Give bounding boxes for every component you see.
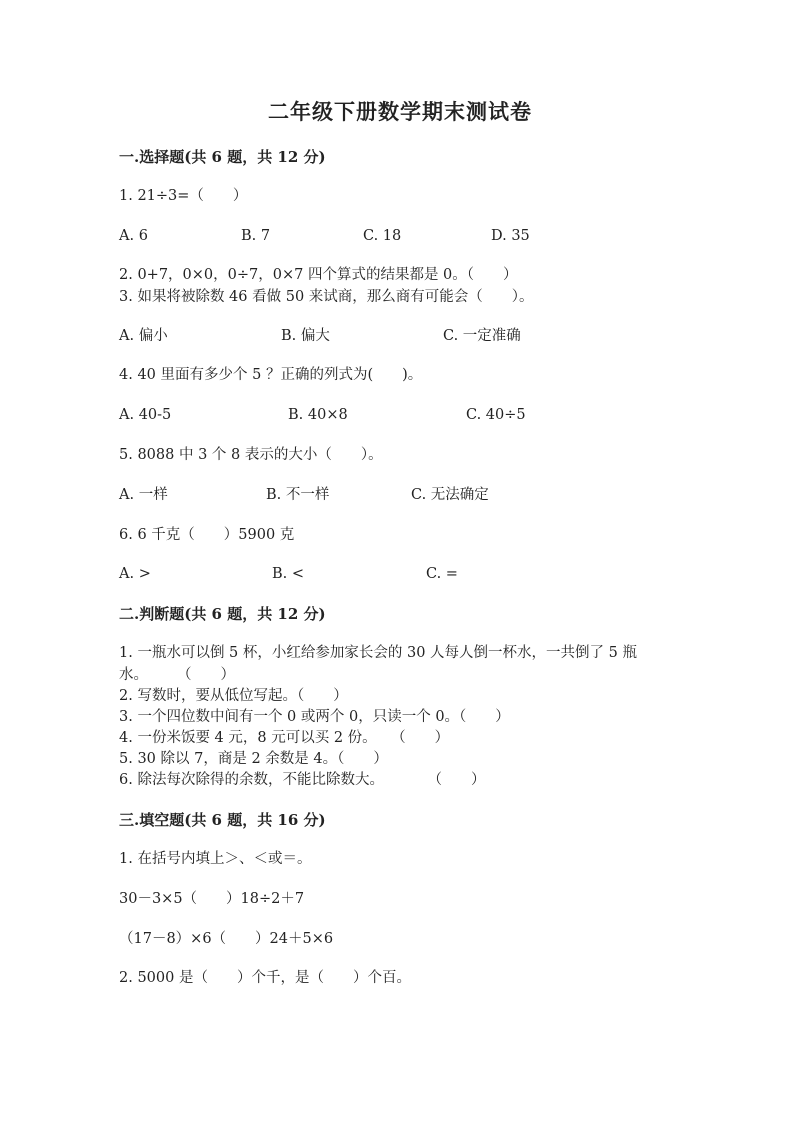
question-text: 30－3×5（ ）18÷2＋7 — [119, 891, 305, 907]
option-b: B. 40×8 — [288, 407, 348, 423]
question-text-continued: 水。 （ ） — [119, 667, 235, 683]
option-a: A. 偏小 — [119, 328, 168, 344]
question-text: 2. 写数时，要从低位写起。（ ） — [119, 688, 348, 704]
option-d: D. 35 — [491, 228, 530, 244]
question-text: 2. 0+7，0×0，0÷7，0×7 四个算式的结果都是 0。（ ） — [119, 267, 518, 283]
exam-title: 二年级下册数学期末测试卷 — [268, 99, 532, 124]
option-c: C. = — [426, 566, 458, 582]
option-a: A. 一样 — [119, 487, 168, 503]
question-text: 1. 在括号内填上＞、＜或＝。 — [119, 851, 312, 867]
option-c: C. 无法确定 — [411, 487, 489, 503]
question-text: 2. 5000 是（ ）个千，是（ ）个百。 — [119, 970, 411, 986]
option-a: A. 6 — [119, 228, 148, 244]
question-text: 1. 一瓶水可以倒 5 杯，小红给参加家长会的 30 人每人倒一杯水，一共倒了 5 瓶 — [119, 645, 637, 661]
option-a: A. > — [119, 566, 151, 582]
option-b: B. 7 — [241, 228, 271, 244]
option-c: C. 18 — [363, 228, 402, 244]
question-text: 5. 8088 中 3 个 8 表示的大小（ ）。 — [119, 447, 383, 463]
section-heading-judgement: 二.判断题(共 6 题，共 12 分) — [119, 605, 326, 623]
question-text: 3. 如果将被除数 46 看做 50 来试商，那么商有可能会（ ）。 — [119, 289, 534, 305]
option-c: C. 40÷5 — [466, 407, 526, 423]
question-text: 4. 一份米饭要 4 元，8 元可以买 2 份。 （ ） — [119, 730, 450, 746]
option-a: A. 40-5 — [119, 407, 172, 423]
question-text: （17－8）×6（ ）24＋5×6 — [119, 931, 334, 947]
option-c: C. 一定准确 — [443, 328, 521, 344]
question-text: 6. 除法每次除得的余数，不能比除数大。 （ ） — [119, 772, 486, 788]
section-heading-fill-blank: 三.填空题(共 6 题，共 16 分) — [119, 811, 326, 829]
question-text: 1. 21÷3=（ ） — [119, 188, 248, 204]
question-text: 4. 40 里面有多少个 5 ？正确的列式为( )。 — [119, 367, 423, 383]
section-heading-choice: 一.选择题(共 6 题，共 12 分) — [119, 148, 326, 166]
option-b: B. 不一样 — [266, 487, 330, 503]
option-b: B. < — [272, 566, 305, 582]
question-text: 6. 6 千克（ ）5900 克 — [119, 527, 295, 543]
question-text: 3. 一个四位数中间有一个 0 或两个 0，只读一个 0。（ ） — [119, 709, 510, 725]
option-b: B. 偏大 — [281, 328, 330, 344]
question-text: 5. 30 除以 7，商是 2 余数是 4。（ ） — [119, 751, 388, 767]
